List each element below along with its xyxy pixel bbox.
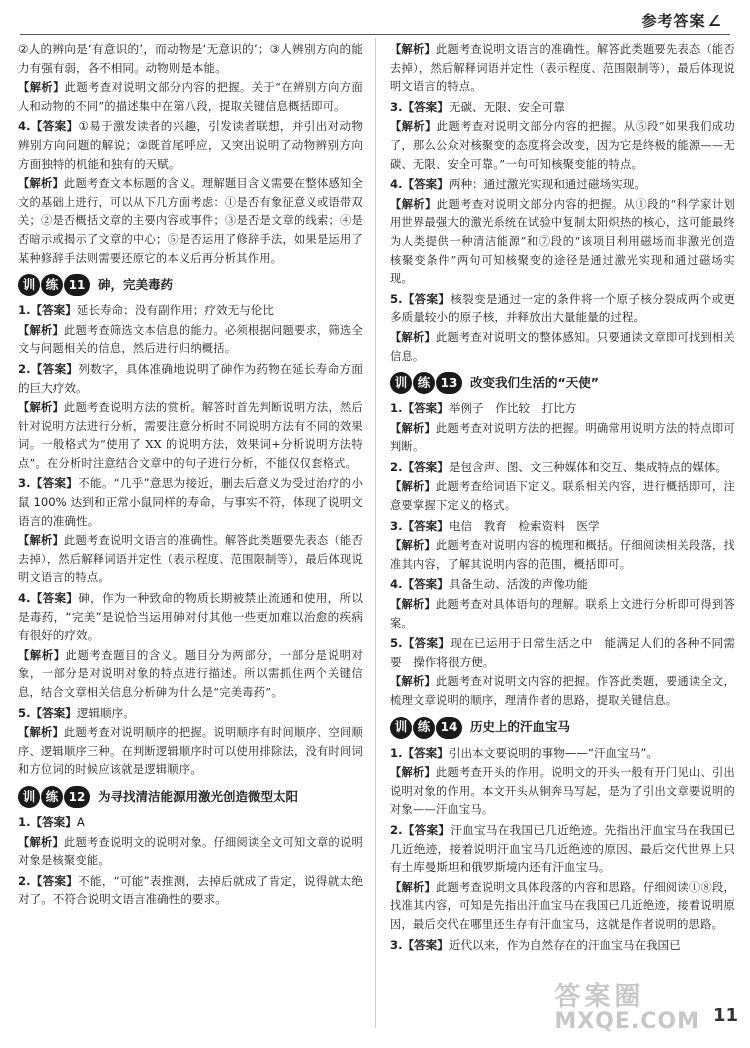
- header-rule: [20, 34, 730, 35]
- answer-paragraph: 4.【答案】砷，作为一种致命的物质长期被禁止流通和使用，所以是毒药，“完美”是说恰当运用砷对付其他一些更加难以治愈的疾病有很好的疗效。: [18, 591, 363, 643]
- section-header-14: [390, 717, 735, 739]
- answer-paragraph: 2.【答案】汗血宝马在我国已几近绝迹。先指出汗血宝马在我国已几近绝迹，接着说明汗血宝马几近绝迹的原因、最后交代世界上只有土库曼斯坦和俄罗斯境内还有汗血宝马。: [390, 822, 735, 875]
- analysis-paragraph: 【解析】此题考查对说明文的整体感知。只要通读文章即可找到相关信息。: [390, 329, 735, 363]
- answer-paragraph: 5.【答案】现在已运用于日常生活之中 能满足人们的各种不同需要 操作将很方便。: [390, 636, 735, 669]
- section-badge: 训: [18, 786, 40, 808]
- right-column: [390, 40, 735, 955]
- header-slash-icon: ∠: [707, 12, 722, 30]
- answer-paragraph: 3.【答案】无碳、无限、安全可靠: [390, 99, 565, 114]
- watermark-logo-cn: 答案圈: [554, 982, 645, 1012]
- analysis-paragraph: 【解析】此题考查给词语下定义。联系相关内容，进行概括即可，注意要掌握下定义的格式。: [390, 479, 735, 513]
- section-header-13: [390, 372, 735, 394]
- analysis-paragraph: 【解析】此题考查对说明方法的把握。明确常用说明方法的特点即可判断。: [390, 420, 735, 454]
- answer-paragraph: 2.【答案】是包含声、图、文三种媒体和交互、集成特点的媒体。: [390, 459, 728, 474]
- watermark-logo-en: MXQE.COM: [554, 1009, 700, 1034]
- section-badge: 练: [413, 372, 435, 394]
- analysis-paragraph: 【解析】此题考查题目的含义。题目分为两部分，一部分是说明对象，一部分是对说明对象的特点进行描述。所以需抓住两个关键信息，结合文章相关信息分析砷为什么是“完美毒药”。: [18, 647, 363, 699]
- answer-paragraph: 2.【答案】不能，“可能”表推测，去掉后就成了肯定，说得就太绝对了。不符合说明文语言准确性的要求。: [18, 873, 363, 907]
- answer-paragraph: 2.【答案】列数字，具体准确地说明了砷作为药物在延长寿命方面的巨大疗效。: [18, 361, 363, 395]
- answer-paragraph: 4.【答案】两种：通过激光实现和通过磁场实现。: [390, 177, 646, 192]
- section-header-12: [18, 786, 363, 808]
- section-badge: 训: [390, 717, 412, 739]
- section-number: 13: [436, 372, 462, 394]
- answer-paragraph: 1.【答案】A: [18, 814, 85, 829]
- answer-paragraph: 4.【答案】具备生动、活泼的声像功能: [390, 577, 588, 592]
- header-title-text: 参考答案: [641, 12, 706, 30]
- section-header-11: [18, 274, 363, 296]
- analysis-paragraph: 【解析】此题考查对说明文内容的把握。作答此类题，要通读全文，梳理文章说明的顺序，理清作者的思路，提取关键信息。: [390, 674, 735, 707]
- section-number: 14: [436, 717, 462, 739]
- analysis-paragraph: 【解析】此题考查对具体语句的理解。联系上文进行分析即可得到答案。: [390, 597, 735, 630]
- analysis-paragraph: 【解析】此题考查说明文具体段落的内容和思路。仔细阅读①⑧段，找准其内容，可知是先指出汗血宝马在我国已几近绝迹，接着说明原因，最后交代在哪里还生存有汗血宝马，这就是作者说明的思路。: [390, 879, 735, 931]
- answer-paragraph: 3.【答案】电信 教育 检索资料 医学: [390, 518, 600, 533]
- column-divider: [375, 38, 376, 1028]
- section-title: 砷，完美毒药: [98, 276, 174, 292]
- analysis-paragraph: 【解析】此题考查说明方法的赏析。解答时首先判断说明方法，然后针对说明方法进行分析，需要注意分析时不同说明方法有不同的效果词。一般格式为“使用了 XX 的说明方法，效果词+分析说明方法特点”。在分析时注意结合文章中的句子进行分析，不能仅仅套格式。: [18, 400, 363, 470]
- section-badge: 训: [18, 274, 40, 296]
- analysis-paragraph: 【解析】此题考查筛选文本信息的能力。必须根据问题要求，筛选全文与问题相关的信息，然后进行归纳概括。: [18, 322, 363, 356]
- section-badge: 训: [390, 372, 412, 394]
- answer-paragraph: 1.【答案】引出本文要说明的事物——“汗血宝马”。: [390, 745, 658, 760]
- analysis-paragraph: 【解析】此题考查对说明内容的梳理和概括。仔细阅读相关段落，找准其内容，了解其说明内容的范围，概括即可。: [390, 538, 735, 571]
- analysis-paragraph: 【解析】此题考查文本标题的含义。理解题目含义需要在整体感知全文的基础上进行，可以从下几方面考虑：①是否有象征意义或语带双关；②是否概括文章的主要内容或事件；③是否是文章的线索；④是否暗示或揭示了文章的中心；⑤是否运用了修辞手法，如果是运用了某种修辞手法则需要还原它的本义后再分析其作用。: [18, 176, 363, 265]
- answer-paragraph: 4.【答案】①易于激发读者的兴趣，引发读者联想，并引出对动物辨别方向问题的解说；②既首尾呼应，又突出说明了动物辨别方向方面独特的机能和独有的天赋。: [18, 119, 363, 171]
- answer-paragraph: 1.【答案】举例子 作比较 打比方: [390, 401, 577, 416]
- analysis-paragraph: 【解析】此题考查对说明文部分内容的把握。从⑤段“如果我们成功了，那么公众对核聚变的态度将会改变，因为它是终极的能源——无碳、无限、安全可靠。”一句可知核聚变能的特点。: [390, 119, 735, 171]
- section-badge: 练: [41, 274, 63, 296]
- analysis-paragraph: 【解析】此题考查开头的作用。说明文的开头一般有开门见山、引出说明对象的作用。本文开头从铜奔马写起，是为了引出文章要说明的对象——汗血宝马。: [390, 765, 735, 817]
- analysis-paragraph: 【解析】此题考查对说明顺序的把握。说明顺序有时间顺序、空间顺序、逻辑顺序三种。在判断逻辑顺序时可以使用排除法，没有时间词和方位词的时候应该就是逻辑顺序。: [18, 725, 363, 777]
- analysis-paragraph: 【解析】此题考查说明文语言的准确性。解答此类题要先表态（能否去掉），然后解释词语并定性（表示程度、范围限制等），最后体现说明文语言的特点。: [18, 533, 363, 585]
- analysis-paragraph: 【解析】此题考查对说明文部分内容的把握。关于“在辨别方向方面人和动物的不同”的描述集中在第八段，提取关键信息概括即可。: [18, 80, 363, 113]
- page-number: 11: [712, 1005, 738, 1026]
- header-title: [642, 10, 722, 31]
- left-column: [18, 40, 363, 910]
- section-number: 12: [64, 786, 90, 808]
- section-title: 改变我们生活的“天使”: [470, 374, 599, 390]
- answer-paragraph: 5.【答案】核裂变是通过一定的条件将一个原子核分裂成两个或更多质量较小的原子核，并释放出大量能量的过程。: [390, 291, 735, 325]
- answer-paragraph: 3.【答案】近代以来，作为自然存在的汗血宝马在我国已: [390, 937, 681, 952]
- answer-paragraph: 1.【答案】延长寿命；没有副作用；疗效无与伦比: [18, 303, 274, 318]
- section-title: 为寻找清洁能源用激光创造微型太阳: [98, 788, 299, 804]
- analysis-paragraph: 【解析】此题考查对说明文部分内容的把握。从①段的“科学家计划用世界最强大的激光系统在试验中复制太阳炽热的核心，这可能最终为人类提供一种清洁能源”和⑦段的“该项目利用磁场而非激光创造核聚变条件”两句可知核聚变的途径是通过激光实现和通过磁场实现。: [390, 196, 735, 286]
- section-badge: 练: [41, 786, 63, 808]
- analysis-paragraph: 【解析】此题考查说明文的说明对象。仔细阅读全文可知文章的说明对象是核聚变能。: [18, 834, 363, 868]
- watermark-logo: [554, 976, 700, 1034]
- section-title: 历史上的汗血宝马: [470, 719, 571, 735]
- section-number: 11: [64, 274, 90, 296]
- section-badge: 练: [413, 717, 435, 739]
- answer-paragraph: 5.【答案】逻辑顺序。: [18, 705, 135, 720]
- analysis-paragraph: 【解析】此题考查说明文语言的准确性。解答此类题要先表态（能否去掉），然后解释词语并定性（表示程度、范围限制等），最后体现说明文语言的特点。: [390, 42, 735, 94]
- answer-paragraph: 3.【答案】不能。“几乎”意思为接近，删去后意义为受过治疗的小鼠 100% 达到和正常小鼠同样的寿命，与事实不符，体现了说明文语言的准确性。: [18, 476, 363, 528]
- answer-text: ②人的辨向是‘有意识的’，而动物是‘无意识的’；③人辨别方向的能力有强有弱，各不相同。动物则是本能。: [18, 42, 363, 75]
